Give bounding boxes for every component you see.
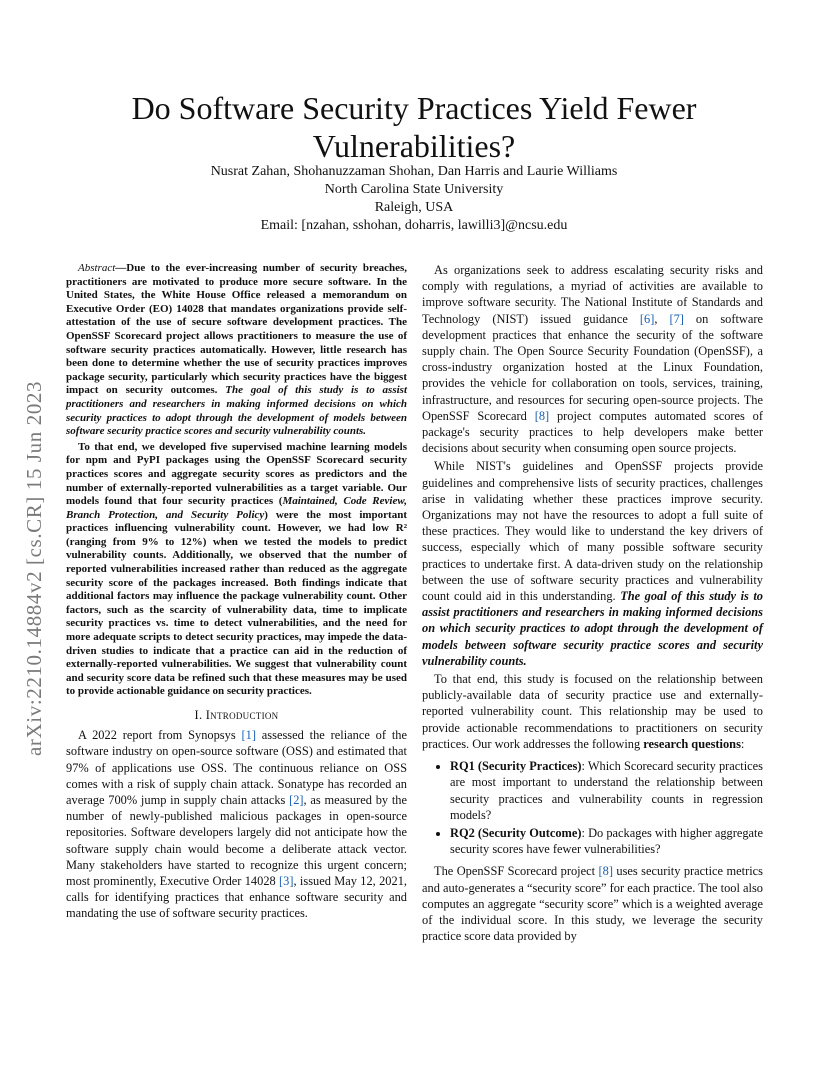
- rq-label: RQ2 (Security Outcome): [450, 825, 582, 840]
- left-column: [66, 262, 407, 924]
- rq-text: : Which Scorecard security practices are most important to understand the relationship between security practices and vulnerability counts in regression models?: [450, 759, 763, 822]
- body-paragraph-3: [422, 671, 763, 752]
- intro-text-b: assessed the reliance of the software industry on open-source software (OSS) and estimated that 97% of applications use OSS. The continuous reliance on OSS comes with a risk of supply chain attack. Sonatype has recorded an average 700% jump in supply chain attacks: [66, 728, 407, 808]
- research-questions-label: research questions: [643, 736, 741, 751]
- abstract-text-1: Due to the ever-increasing number of security breaches, practitioners are motivated to produce more secure software. In the United States, the White House Office released a memorandum on Executive Order (EO) 14028 that mandates organizations provide self-attestation of the use of secure software development practices. The OpenSSF Scorecard project allows practitioners to measure the use of software security practices automatically. However, little research has been done to determine whether the use of security practices improves package security, particularly which security practices have the biggest impact on security outcomes.: [66, 262, 407, 397]
- paper-title: Do Software Security Practices Yield Fewer Vulnerabilities?: [131, 90, 697, 165]
- citation-link[interactable]: [7]: [669, 311, 684, 326]
- goal-statement: The goal of this study is to assist practitioners and researchers in making informed decisions on which security practices to adopt through the development of models between software security practice scores and security vulnerability counts.: [422, 589, 763, 668]
- abstract-paragraph-2: [66, 441, 407, 699]
- section-heading-introduction: [66, 707, 407, 723]
- p4-text-b: uses security practice metrics and auto-generates a “security score” for each practice. The tool also computes an aggregate “security score” which is a weighted average of the individual score. In this study, we leverage the security practice score data provided by: [422, 864, 763, 944]
- section-number: I.: [194, 708, 203, 722]
- intro-paragraph: [66, 727, 407, 921]
- citation-link[interactable]: [8]: [534, 408, 550, 423]
- body-paragraph-4: [422, 863, 763, 944]
- citation-link[interactable]: [8]: [598, 864, 613, 879]
- abstract-dash: —: [115, 262, 127, 274]
- p3-text-b: :: [740, 736, 745, 751]
- p4-text-a: The OpenSSF Scorecard project: [434, 864, 599, 879]
- p3-text-a: To that end, this study is focused on the relationship between publicly-available data of security practice use and externally-reported vulnerability count. This relationship may be used to provide actionable recommendations to practitioners on security practices. Our work addresses the following: [422, 672, 763, 751]
- citation-link[interactable]: [1]: [241, 728, 256, 743]
- right-column: [422, 262, 763, 946]
- abstract-lead: Abstract: [78, 262, 116, 274]
- author-block: [60, 163, 768, 235]
- author-names: Nusrat Zahan, Shohanuzzaman Shohan, Dan Harris and Laurie Williams: [210, 164, 618, 179]
- rq-label: RQ1 (Security Practices): [450, 759, 582, 774]
- abstract-text-2a: To that end, we developed five supervised machine learning models for npm and PyPI packages using the OpenSSF Scorecard security practices scores and aggregate security scores as predictors and the number of externally-reported vulnerabilities as a target variable. Our models found that four security practices (: [66, 440, 407, 508]
- list-item: [450, 758, 763, 823]
- location: Raleigh, USA: [374, 200, 454, 215]
- intro-text-d: , issued May 12, 2021, calls for identifying practices that enhance software security and mandating the use of software security practices.: [66, 874, 407, 921]
- author-email[interactable]: Email: [nzahan, sshohan, doharris, lawilli3]@ncsu.edu: [260, 218, 568, 233]
- citation-link[interactable]: [6]: [639, 311, 655, 326]
- research-question-list: [422, 758, 763, 857]
- body-paragraph-1: [422, 262, 763, 456]
- p2-text: While NIST's guidelines and OpenSSF projects provide guidelines and comprehensive lists of security practices, challenges arise in validating whether these practices improve security. Organizations may not have the resources to adopt a full suite of these practices. They would like to understand the key drivers of success, especially which of many possible software security practices to undertake first. A data-driven study on the relationship between the use of software security practices and vulnerability count could aid in this understanding.: [422, 459, 763, 604]
- rq-text: : Do packages with higher aggregate security scores have fewer vulnerabilities?: [450, 825, 763, 857]
- p1-text-a: As organizations seek to address escalating security risks and comply with regulations, a myriad of activities are available to improve software security. The National Institute of Standards and Technology (NIST) issued guidance: [422, 263, 763, 326]
- intro-text-c: , as measured by the number of newly-published malicious packages in open-source repositories. Software developers largely did not anticipate how the software supply chain would become a deliberate attack vector. Many stakeholders have started to recognize this urgent concern; most prominently, Executive Order 14028: [66, 793, 407, 889]
- abstract-goal: The goal of this study is to assist practitioners and researchers in making informed decisions on which security practices to adopt through the development of models between software security practice scores and security vulnerability counts.: [66, 384, 407, 438]
- citation-link[interactable]: [3]: [279, 874, 294, 889]
- p1-sep: ,: [654, 311, 670, 326]
- body-paragraph-2: [422, 458, 763, 669]
- abstract-practices: Maintained, Code Review, Branch Protection, and Security Policy: [66, 495, 408, 521]
- abstract-paragraph-1: [66, 262, 407, 439]
- abstract-text-2b: ) were the most important practices influencing vulnerability count. However, we had low R² (ranging from 9% to 12%) when we tested the models to predict vulnerability counts. Additionally, we observed that the number of reported vulnerabilities increased rather than reduced as the aggregate security score of the packages increased. Both findings indicate that additional factors may influence the package vulnerability count. Other factors, such as the scarcity of vulnerability data, time to implicate security practices vs. time to detect vulnerabilities, and the need for more adequate scripts to detect security practices, may impede the data-driven studies to indicate that a practice can aid in the reduction of externally-reported vulnerabilities. We suggest that vulnerability count and security score data be refined such that these measures may be used to provide actionable guidance on security practices.: [66, 508, 407, 698]
- citation-link[interactable]: [2]: [289, 793, 304, 808]
- intro-text-a: A 2022 report from Synopsys: [78, 728, 242, 743]
- section-title: Introduction: [205, 708, 279, 722]
- arxiv-stamp[interactable]: arXiv:2210.14884v2 [cs.CR] 15 Jun 2023: [22, 380, 46, 756]
- p1-text-b: on software development practices that enhance the security of the software supply chain. The Open Source Security Foundation (OpenSSF), a cross-industry organization hosted at the Linux Foundation, provides the vehicle for collaboration on tools, services, training, infrastructure, and resources for securing open-source projects. The OpenSSF Scorecard: [422, 311, 763, 423]
- affiliation: North Carolina State University: [324, 182, 504, 197]
- p1-text-c: project computes automated scores of package's security practices to help developers make better decisions about security when consuming open source projects.: [422, 408, 763, 456]
- list-item: [450, 825, 763, 857]
